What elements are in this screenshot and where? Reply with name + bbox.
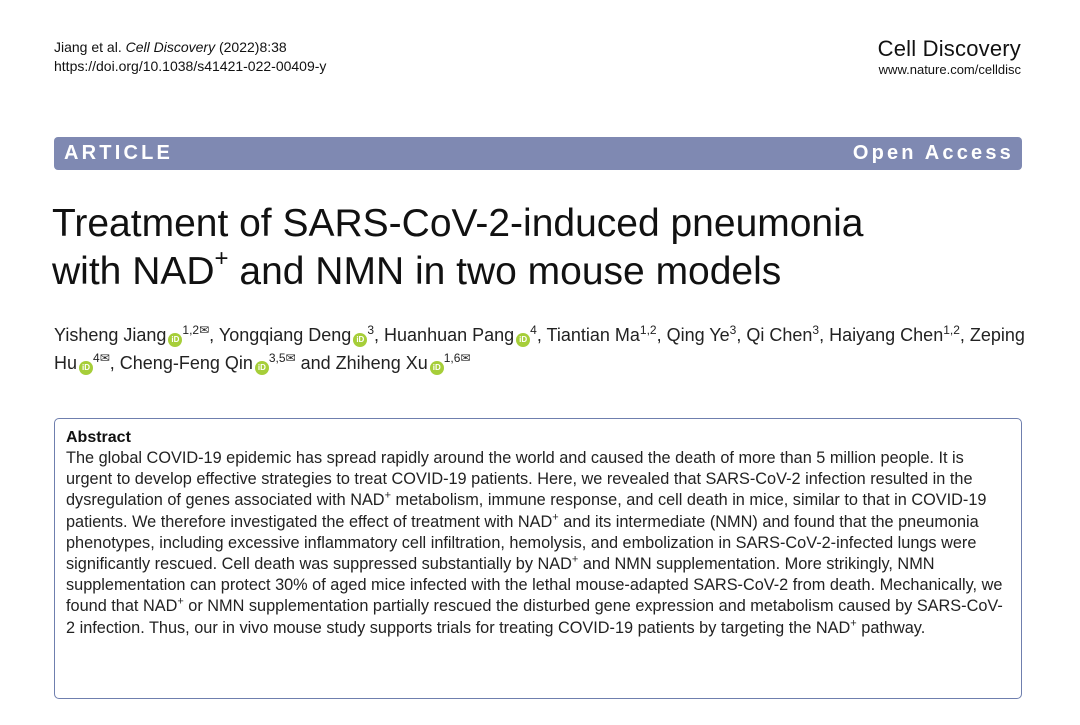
mail-icon[interactable]: ✉ bbox=[99, 351, 110, 365]
mail-icon[interactable]: ✉ bbox=[285, 351, 296, 365]
author-affiliation: 3 bbox=[729, 323, 737, 337]
citation-journal: Cell Discovery bbox=[125, 39, 216, 55]
abstract-segment: and NMN supplementation. More strikingly, NMN supplementation can protect 30% of aged mice infected with the lethal mouse-adapted SARS-CoV-2 from death. Mechanically, we found that NAD bbox=[66, 555, 1003, 616]
author-name[interactable]: Yongqiang Deng bbox=[218, 325, 352, 345]
article-type-label: ARTICLE bbox=[64, 142, 174, 164]
abstract-segment: and its intermediate (NMN) and found that the pneumonia phenotypes, including excessive inflammatory cell infiltration, hemolysis, and embolization in SARS-CoV-2-infected lungs were significantly rescued. Cell death was suppressed substantially by NAD bbox=[66, 512, 979, 574]
author-separator: and bbox=[295, 353, 336, 373]
author-name[interactable]: Haiyang Chen bbox=[829, 325, 944, 345]
author-affiliation: 1,2 bbox=[943, 323, 960, 337]
author-separator: , bbox=[819, 325, 830, 345]
author-list bbox=[54, 321, 1029, 377]
orcid-icon[interactable]: iD bbox=[516, 333, 530, 347]
citation-line bbox=[54, 38, 326, 57]
abstract-segment: pathway. bbox=[856, 618, 926, 637]
orcid-icon[interactable]: iD bbox=[353, 333, 367, 347]
journal-brand-block bbox=[878, 36, 1021, 78]
abstract-text bbox=[66, 448, 1011, 639]
author-name[interactable]: Cheng-Feng Qin bbox=[119, 353, 253, 373]
author-name[interactable]: Qi Chen bbox=[746, 325, 813, 345]
author-separator: , bbox=[736, 325, 747, 345]
title-superscript: + bbox=[214, 245, 229, 272]
orcid-icon[interactable]: iD bbox=[79, 361, 93, 375]
orcid-icon[interactable]: iD bbox=[430, 361, 444, 375]
author-affiliation: 3 bbox=[812, 323, 820, 337]
author-affiliation: 3 bbox=[367, 323, 375, 337]
author-name[interactable]: Tiantian Ma bbox=[546, 325, 640, 345]
author-affiliation: 1,2 bbox=[639, 323, 657, 337]
author-affiliation: 1,2✉ bbox=[182, 323, 210, 337]
mail-icon[interactable]: ✉ bbox=[460, 351, 471, 365]
author-separator: , bbox=[209, 325, 219, 345]
author-affiliation: 1,6✉ bbox=[443, 351, 471, 365]
title-line-1: Treatment of SARS-CoV-2-induced pneumonia bbox=[52, 202, 864, 245]
abstract-superscript: + bbox=[850, 617, 857, 630]
journal-brand: Cell Discovery bbox=[877, 36, 1021, 61]
abstract-segment: The global COVID-19 epidemic has spread rapidly around the world and caused the death of more than 5 million people. It is urgent to develop effective strategies to treat COVID-19 patients. Here, we revealed that SARS-CoV-2 infection resulted in the dysregulation of genes associated with NAD bbox=[66, 449, 973, 510]
orcid-icon[interactable]: iD bbox=[168, 333, 182, 347]
citation-authors: Jiang et al. bbox=[54, 39, 122, 55]
author-separator: , bbox=[374, 325, 385, 345]
author-name[interactable]: Qing Ye bbox=[666, 325, 730, 345]
journal-site-link[interactable]: www.nature.com/celldisc bbox=[878, 62, 1021, 77]
open-access-label: Open Access bbox=[852, 142, 1014, 164]
mail-icon[interactable]: ✉ bbox=[199, 323, 210, 337]
abstract-segment: metabolism, immune response, and cell death in mice, similar to that in COVID-19 patients. We therefore investigated the effect of treatment with NAD bbox=[66, 491, 987, 531]
abstract-superscript: + bbox=[571, 553, 579, 566]
author-name[interactable]: Yisheng Jiang bbox=[54, 325, 167, 345]
author-affiliation: 4 bbox=[530, 323, 537, 337]
article-banner bbox=[54, 137, 1022, 170]
abstract-box bbox=[54, 418, 1022, 699]
citation-volume: (2022)8:38 bbox=[218, 39, 287, 55]
title-line-2a: with NAD bbox=[52, 250, 215, 293]
orcid-icon[interactable]: iD bbox=[255, 361, 269, 375]
author-name[interactable]: Zeping Hu bbox=[54, 325, 1025, 373]
author-affiliation: 4✉ bbox=[93, 351, 110, 365]
abstract-superscript: + bbox=[552, 511, 559, 524]
author-affiliation: 3,5✉ bbox=[268, 351, 296, 365]
author-separator: , bbox=[536, 325, 547, 345]
abstract-segment: or NMN supplementation partially rescued the disturbed gene expression and metabolism caused by SARS-CoV-2 infection. Thus, our in vivo mouse study supports trials for treating COVID-19 patients by targeting the NAD bbox=[66, 597, 1003, 637]
author-name[interactable]: Huanhuan Pang bbox=[384, 325, 515, 345]
citation-header bbox=[54, 38, 326, 76]
author-name[interactable]: Zhiheng Xu bbox=[335, 353, 428, 373]
abstract-superscript: + bbox=[177, 596, 184, 608]
doi-link[interactable]: https://doi.org/10.1038/s41421-022-00409-y bbox=[54, 58, 327, 74]
author-separator: , bbox=[959, 325, 970, 345]
abstract-superscript: + bbox=[384, 489, 392, 502]
author-separator: , bbox=[109, 353, 120, 373]
title-line-2b: and NMN in two mouse models bbox=[228, 250, 782, 293]
author-separator: , bbox=[656, 325, 667, 345]
abstract-heading: Abstract bbox=[66, 429, 131, 446]
article-title bbox=[52, 200, 1052, 296]
